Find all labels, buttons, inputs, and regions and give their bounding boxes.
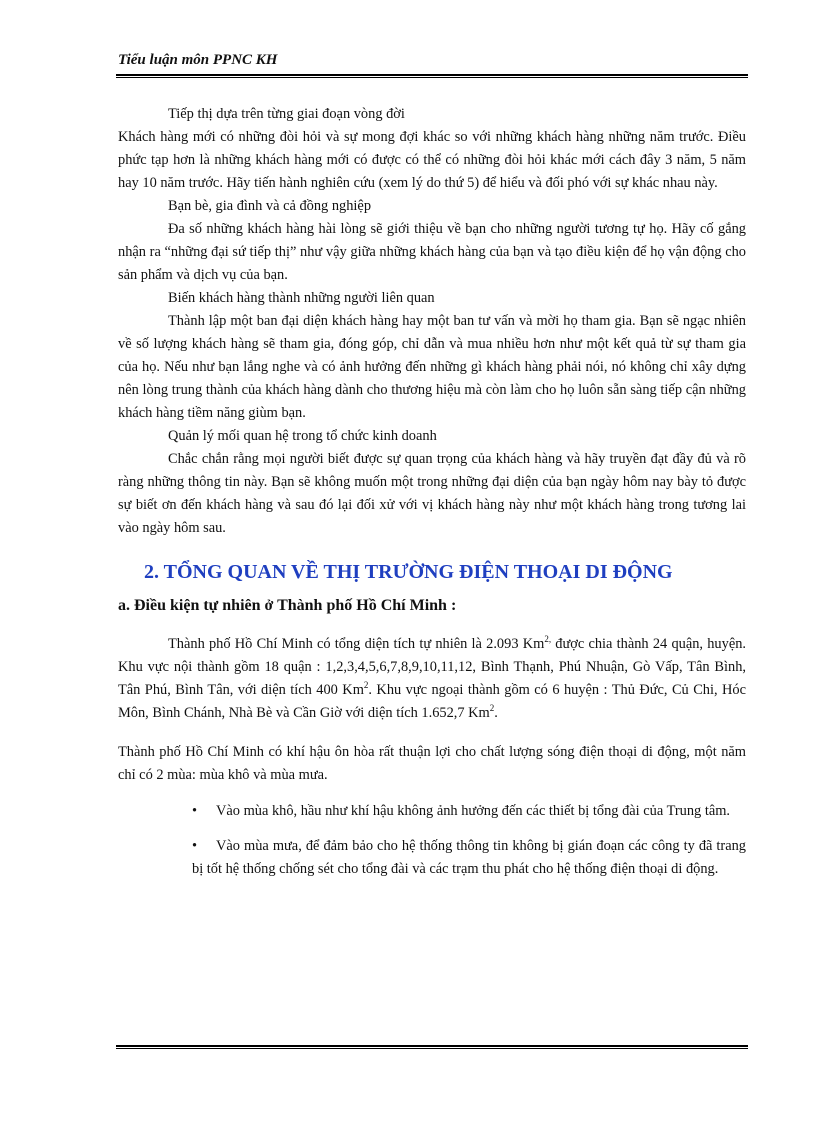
paragraph-hcmc-area	[118, 633, 746, 725]
climate-bullet-list	[192, 800, 746, 881]
bullet-icon: •	[192, 838, 198, 854]
page-header-title: Tiểu luận môn PPNC KH	[118, 52, 278, 68]
area-text-4: .	[494, 705, 498, 721]
subheading-lifecycle-marketing: Tiếp thị dựa trên từng giai đoạn vòng đời	[168, 106, 405, 122]
area-text-3: . Khu vực ngoại thành gồm có 6 huyện : Thủ Đức, Củ Chi, Hóc Môn, Bình Chánh, Nhà Bè và Cần Giờ với diện tích 1.652,7 Km	[118, 682, 746, 721]
area-sup-1: 2,	[544, 634, 552, 645]
subheading-friends-family: Bạn bè, gia đình và cả đồng nghiệp	[168, 198, 372, 214]
subheading-customers-involved: Biến khách hàng thành những người liên quan	[168, 290, 435, 306]
bullet-icon: •	[192, 803, 198, 819]
paragraph-new-customers: Khách hàng mới có những đòi hỏi và sự mong đợi khác so với những khách hàng những năm trước. Điều phức tạp hơn là những khách hàng mới có được có thể có những đòi hỏi khác mới cách đây 3 năm, 5 năm hay 10 năm trước. Hãy tiến hành nghiên cứu (xem lý do thứ 5) để hiểu và đối phó với sự khác nhau này.	[118, 129, 746, 191]
area-sup-2: 2	[363, 680, 369, 691]
area-text-1: Thành phố Hồ Chí Minh có tổng diện tích tự nhiên là 2.093 Km	[168, 636, 545, 652]
header-rule	[116, 74, 748, 78]
paragraph-importance-of-customers: Chắc chắn rằng mọi người biết được sự quan trọng của khách hàng và hãy truyền đạt đầy đủ và rõ ràng những thông tin này. Bạn sẽ không muốn một trong những đại diện của bạn ngày hôm nay bày tỏ được sự biết ơn đến khách hàng và sau đó lại đối xử với vị khách hàng này như một khách hàng trong tương lai vào ngày hôm sau.	[118, 451, 746, 536]
paragraph-satisfied-customers: Đa số những khách hàng hài lòng sẽ giới thiệu về bạn cho những người tương tự họ. Hãy cố gắng nhận ra “những đại sứ tiếp thị” như vậy giữa những khách hàng của bạn và tạo điều kiện để họ vận động cho sản phẩm và dịch vụ của bạn.	[118, 221, 746, 283]
subheading-relationship-management: Quản lý mối quan hệ trong tổ chức kinh doanh	[168, 428, 437, 444]
bullet-rainy-season	[192, 835, 746, 881]
page-content	[118, 103, 746, 893]
area-sup-3: 2	[489, 703, 495, 714]
bullet-text: Vào mùa mưa, để đảm bảo cho hệ thống thông tin không bị gián đoạn các công ty đã trang bị tốt hệ thống chống sét cho tổng đài và các trạm thu phát cho hệ thống điện thoại di động.	[192, 838, 746, 877]
section-subheading: a. Điều kiện tự nhiên ở Thành phố Hồ Chí Minh :	[118, 597, 457, 614]
footer-rule	[116, 1045, 748, 1049]
paragraph-customer-board: Thành lập một ban đại diện khách hàng hay một ban tư vấn và mời họ tham gia. Bạn sẽ ngạc nhiên về số lượng khách hàng sẽ tham gia, đóng góp, chỉ dẫn và mua nhiều hơn như một kết quả từ sự tham gia của họ. Nếu như bạn lắng nghe và có ảnh hưởng đến những gì khách hàng phải nói, nó không chỉ xây dựng nên lòng trung thành của khách hàng dành cho thương hiệu mà còn làm cho họ luôn sẵn sàng tiếp cận những khách hàng tiềm năng giùm bạn.	[118, 313, 746, 421]
bullet-dry-season	[192, 800, 746, 823]
paragraph-climate: Thành phố Hồ Chí Minh có khí hậu ôn hòa rất thuận lợi cho chất lượng sóng điện thoại di động, một năm chỉ có 2 mùa: mùa khô và mùa mưa.	[118, 744, 746, 783]
area-text-2: được chia thành 24 quận, huyện. Khu vực nội thành gồm 18 quận : 1,2,3,4,5,6,7,8,9,10,11,12, Bình Thạnh, Phú Nhuận, Gò Vấp, Tân Bình, Tân Phú, Bình Tân, với diện tích 400 Km	[118, 636, 746, 698]
bullet-text: Vào mùa khô, hầu như khí hậu không ảnh hưởng đến các thiết bị tổng đài của Trung tâm.	[216, 803, 731, 819]
section-heading: 2. TỔNG QUAN VỀ THỊ TRƯỜNG ĐIỆN THOẠI DI ĐỘNG	[144, 561, 673, 583]
